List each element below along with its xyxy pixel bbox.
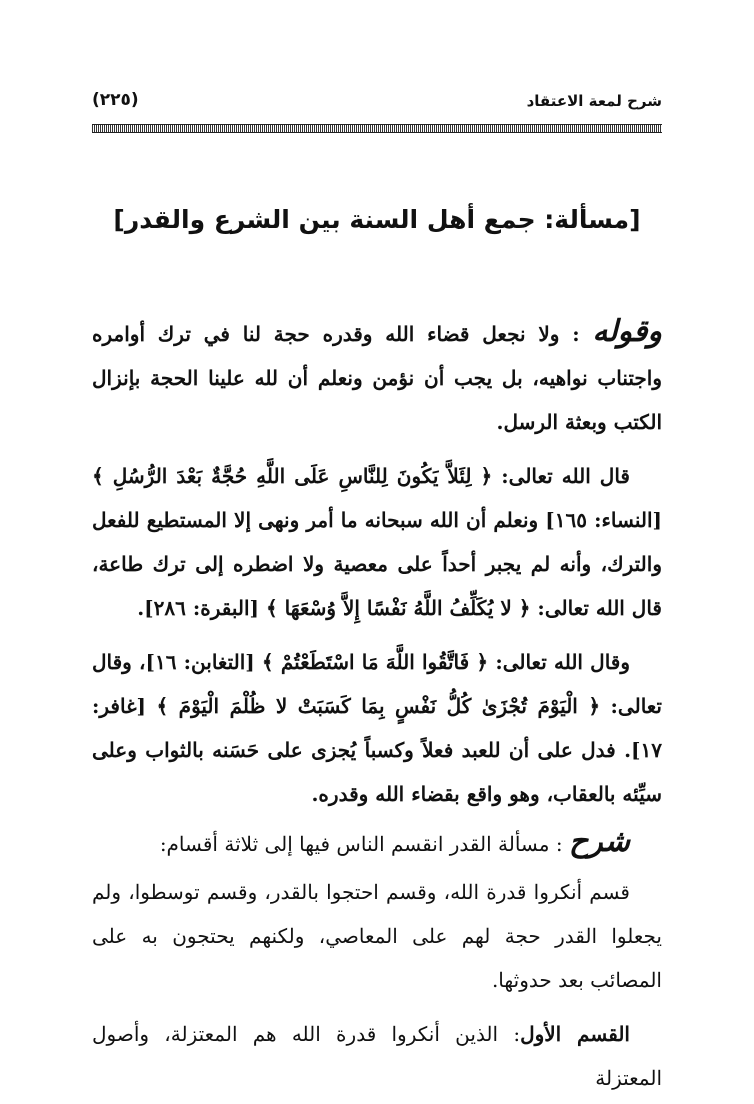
text-paragraph-3 [92,640,662,816]
paragraph-2-end: [البقرة: ٢٨٦]. [137,596,266,620]
lead-word-wa-qawluh: وقوله [592,314,662,349]
section-title: [مسألة: جمع أهل السنة بين الشرع والقدر] [113,205,641,234]
text-paragraph-5 [92,870,662,1002]
page-body [92,310,662,1100]
header-divider [92,124,662,133]
paragraph-3-intro: وقال الله تعالى: [488,650,631,674]
text-paragraph-6 [92,1012,662,1100]
lead-word-sharh: شرح [568,824,630,859]
paragraph-5-text: قسم أنكروا قدرة الله، وقسم احتجوا بالقدر، وقسم توسطوا، ولم يجعلوا القدر حجة لهم على المعاصي، ولكنهم يحتجون به على المصائب بعد حدوثها. [92,880,662,992]
book-title: شرح لمعة الاعتقاد [526,92,662,110]
quran-verse-baqara: ﴿ لا يُكَلِّفُ اللَّهُ نَفْسًا إِلاَّ وُسْعَهَا ﴾ [265,596,531,620]
quran-verse-ghafir: ﴿ الْيَوْمَ تُجْزَىٰ كُلُّ نَفْسٍ بِمَا كَسَبَتْ لا ظُلْمَ الْيَوْمَ ﴾ [156,694,601,718]
page-number: (٢٢٥) [92,90,139,110]
quran-verse-nisa: ﴿ لِئَلاَّ يَكُونَ لِلنَّاسِ عَلَى اللَّهِ حُجَّةٌ بَعْدَ الرُّسُلِ ﴾ [92,464,493,488]
paragraph-3-end: [غافر: ١٧]. فدل على أن للعبد فعلاً وكسباً يُجزى على حَسَنه بالثواب وعلى سيِّئه بالعقاب، وهو واقع بقضاء الله وقدره. [92,694,662,806]
paragraph-2-middle: [النساء: ١٦٥] ونعلم أن الله سبحانه ما أمر ونهى إلا المستطيع للفعل والترك، وأنه لم يجبر أحداً على معصية ولا اضطره إلى ترك طاعة، قال الله تعالى: [92,508,662,620]
paragraph-4-text: : مسألة القدر انقسم الناس فيها إلى ثلاثة أقسام: [159,832,569,856]
text-paragraph-1 [92,310,662,444]
paragraph-1-text: : ولا نجعل قضاء الله وقدره حجة لنا في ترك أوامره واجتناب نواهيه، بل يجب أن نؤمن ونعلم أن لله علينا الحجة بإنزال الكتب وبعثة الرسل. [92,322,662,434]
paragraph-2-intro: قال الله تعالى: [492,464,630,488]
paragraph-6-text: : الذين أنكروا قدرة الله هم المعتزلة، وأصول المعتزلة [92,1022,662,1090]
page-header [92,88,662,118]
quran-verse-taghabun: ﴿ فَاتَّقُوا اللَّهَ مَا اسْتَطَعْتُمْ ﴾ [261,650,489,674]
lead-word-first-section: القسم الأول [520,1022,630,1046]
text-paragraph-2 [92,454,662,630]
text-paragraph-4 [92,820,662,866]
paragraph-3-middle: [التغابن: ١٦]، وقال تعالى: [92,650,662,718]
